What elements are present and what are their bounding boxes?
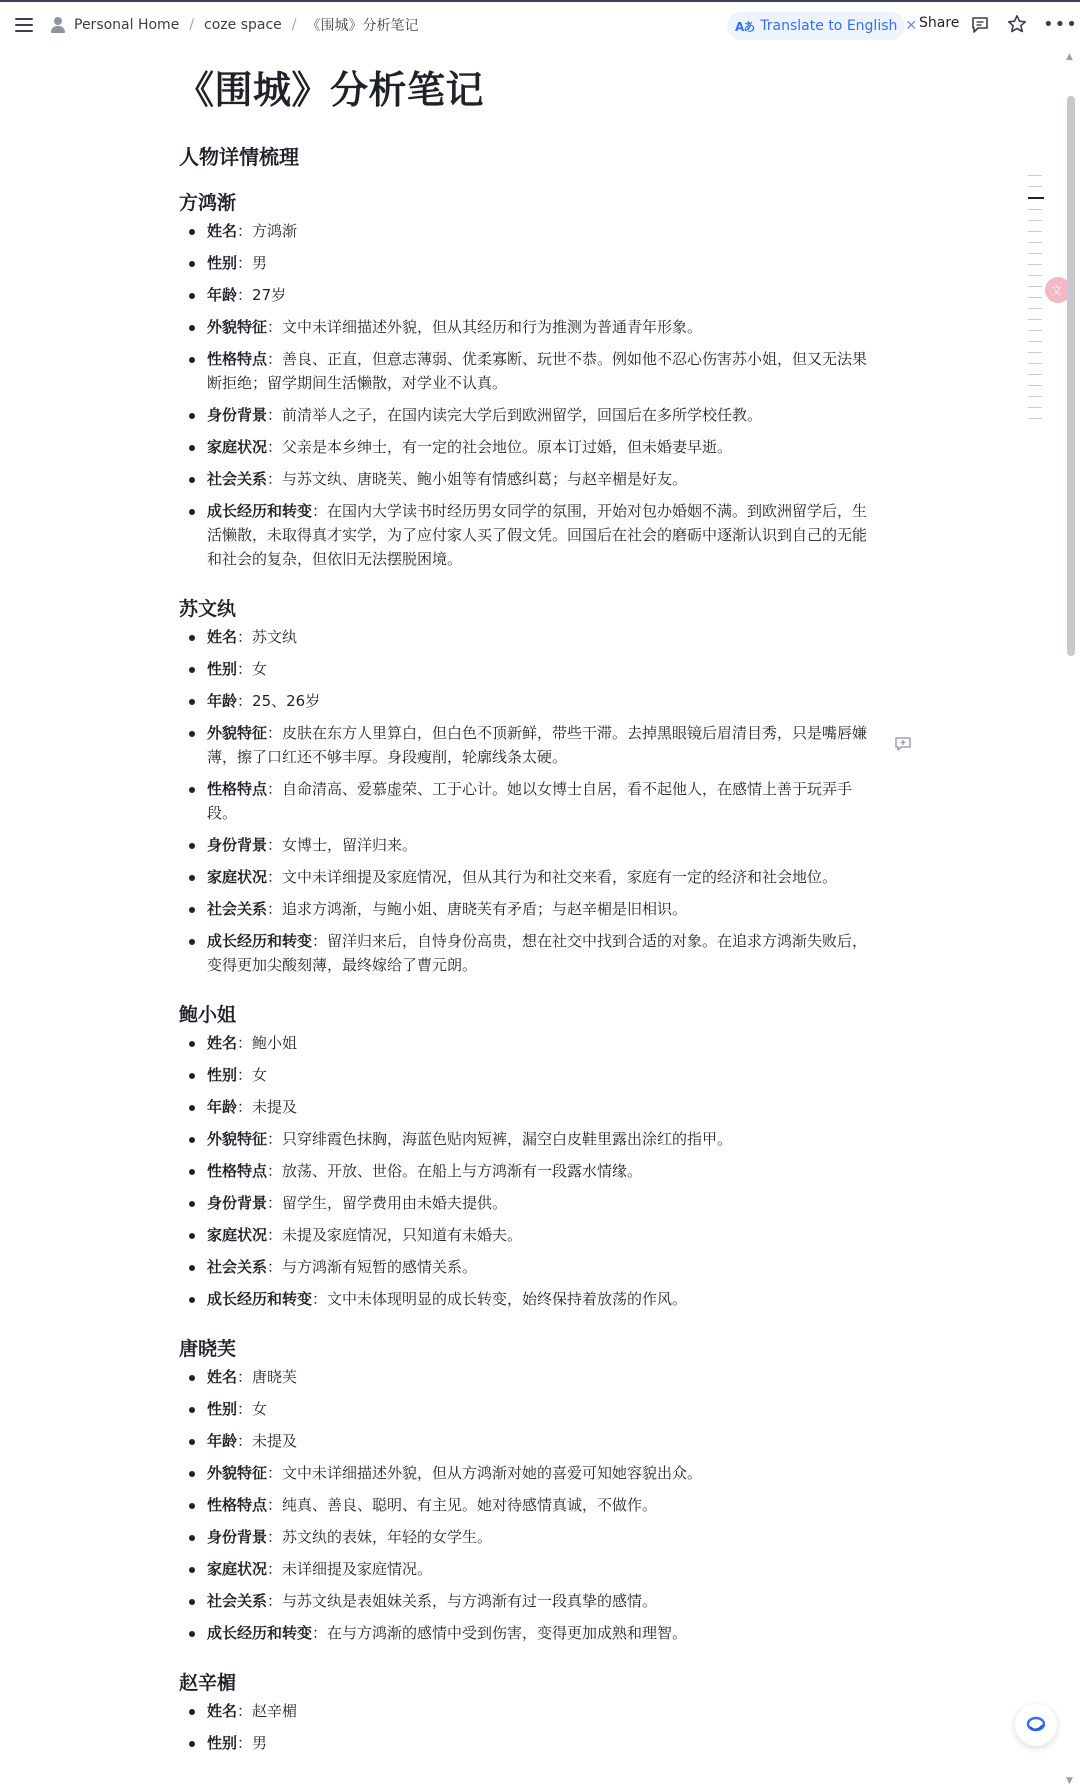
outline-tick[interactable] bbox=[1028, 385, 1042, 386]
list-item bbox=[179, 1525, 879, 1549]
character-list bbox=[179, 189, 879, 1755]
attribute-list bbox=[179, 1365, 879, 1645]
outline-tick[interactable] bbox=[1028, 352, 1042, 353]
outline-tick[interactable] bbox=[1028, 286, 1042, 287]
list-item bbox=[179, 833, 879, 857]
attribute-label: 身份背景 bbox=[207, 406, 268, 424]
translate-button[interactable] bbox=[727, 12, 918, 40]
attribute-value: 放荡、开放、世俗。在船上与方鸿渐有一段露水情缘。 bbox=[282, 1162, 643, 1180]
outline-tick[interactable] bbox=[1028, 209, 1042, 210]
attribute-label: 社会关系 bbox=[207, 900, 268, 918]
scroll-down-arrow-icon[interactable]: ▼ bbox=[1066, 1776, 1073, 1786]
attribute-label: 性格特点 bbox=[207, 350, 268, 368]
attribute-colon: ： bbox=[237, 1400, 253, 1418]
outline-tick[interactable] bbox=[1028, 220, 1042, 221]
attribute-value: 未详细提及家庭情况。 bbox=[282, 1560, 433, 1578]
outline-tick[interactable] bbox=[1028, 396, 1042, 397]
list-item bbox=[179, 499, 879, 571]
list-item bbox=[179, 403, 879, 427]
attribute-colon: ： bbox=[312, 1624, 328, 1642]
attribute-value: 未提及 bbox=[252, 1432, 298, 1450]
attribute-value: 女 bbox=[252, 1400, 268, 1418]
attribute-colon: ： bbox=[267, 1464, 283, 1482]
attribute-colon: ： bbox=[267, 1496, 283, 1514]
attribute-colon: ： bbox=[237, 1734, 253, 1752]
attribute-colon: ： bbox=[267, 318, 283, 336]
list-item bbox=[179, 1191, 879, 1215]
page-title: 《围城》分析笔记 bbox=[176, 68, 485, 112]
attribute-label: 外貌特征 bbox=[207, 1130, 268, 1148]
attribute-list bbox=[179, 1031, 879, 1311]
attribute-label: 姓名 bbox=[207, 628, 238, 646]
attribute-value: 女 bbox=[252, 660, 268, 678]
outline-tick[interactable] bbox=[1028, 297, 1042, 298]
attribute-value: 唐晓芙 bbox=[252, 1368, 298, 1386]
attribute-label: 外貌特征 bbox=[207, 1464, 268, 1482]
translate-label: Translate to English bbox=[760, 18, 898, 34]
attribute-colon: ： bbox=[267, 1258, 283, 1276]
attribute-colon: ： bbox=[267, 1162, 283, 1180]
list-item bbox=[179, 315, 879, 339]
attribute-label: 姓名 bbox=[207, 1034, 238, 1052]
ai-assistant-icon[interactable] bbox=[1015, 1704, 1057, 1746]
character-heading: 方鸿渐 bbox=[179, 192, 237, 214]
list-item bbox=[179, 219, 879, 243]
attribute-value: 只穿绯霞色抹胸，海蓝色贴肉短裤，漏空白皮鞋里露出涂红的指甲。 bbox=[282, 1130, 733, 1148]
attribute-colon: ： bbox=[267, 350, 283, 368]
outline-tick[interactable] bbox=[1028, 186, 1042, 187]
attribute-label: 社会关系 bbox=[207, 470, 268, 488]
attribute-value: 女博士，留洋归来。 bbox=[282, 836, 418, 854]
attribute-colon: ： bbox=[237, 1432, 253, 1450]
attribute-label: 成长经历和转变 bbox=[207, 932, 313, 950]
attribute-colon: ： bbox=[267, 1194, 283, 1212]
attribute-colon: ： bbox=[237, 628, 253, 646]
list-item bbox=[179, 1159, 879, 1183]
character-section bbox=[179, 595, 879, 977]
list-item bbox=[179, 251, 879, 275]
attribute-colon: ： bbox=[267, 1226, 283, 1244]
outline-tick[interactable] bbox=[1028, 275, 1042, 276]
scrollbar[interactable] bbox=[1067, 96, 1075, 656]
attribute-label: 身份背景 bbox=[207, 1528, 268, 1546]
outline-tick[interactable] bbox=[1028, 330, 1042, 331]
attribute-value: 苏文纨的表妹，年轻的女学生。 bbox=[282, 1528, 493, 1546]
attribute-colon: ： bbox=[267, 780, 283, 798]
attribute-value: 父亲是本乡绅士，有一定的社会地位。原本订过婚，但未婚妻早逝。 bbox=[282, 438, 733, 456]
list-item bbox=[179, 721, 879, 769]
list-item bbox=[179, 1557, 879, 1581]
attribute-label: 家庭状况 bbox=[207, 1226, 268, 1244]
list-item bbox=[179, 283, 879, 307]
list-item bbox=[179, 1365, 879, 1389]
attribute-colon: ： bbox=[237, 254, 253, 272]
attribute-list bbox=[179, 625, 879, 977]
list-item bbox=[179, 1255, 879, 1279]
attribute-colon: ： bbox=[237, 1034, 253, 1052]
attribute-value: 方鸿渐 bbox=[252, 222, 298, 240]
list-item bbox=[179, 1589, 879, 1613]
attribute-label: 成长经历和转变 bbox=[207, 1290, 313, 1308]
attribute-colon: ： bbox=[267, 836, 283, 854]
list-item bbox=[179, 657, 879, 681]
attribute-value: 与苏文纨、唐晓芙、鲍小姐等有情感纠葛；与赵辛楣是好友。 bbox=[282, 470, 688, 488]
attribute-colon: ： bbox=[267, 724, 283, 742]
attribute-label: 性别 bbox=[207, 254, 238, 272]
character-section bbox=[179, 1669, 879, 1755]
attribute-label: 年龄 bbox=[207, 1098, 238, 1116]
attribute-colon: ： bbox=[237, 1368, 253, 1386]
attribute-label: 姓名 bbox=[207, 222, 238, 240]
outline-tick[interactable] bbox=[1028, 308, 1042, 309]
attribute-value: 27岁 bbox=[252, 286, 287, 304]
outline-tick[interactable] bbox=[1028, 374, 1042, 375]
attribute-value: 追求方鸿渐，与鲍小姐、唐晓芙有矛盾；与赵辛楣是旧相识。 bbox=[282, 900, 688, 918]
character-heading: 唐晓芙 bbox=[179, 1338, 237, 1360]
attribute-value: 鲍小姐 bbox=[252, 1034, 298, 1052]
attribute-value: 未提及家庭情况，只知道有未婚夫。 bbox=[282, 1226, 523, 1244]
list-item bbox=[179, 777, 879, 825]
list-item bbox=[179, 467, 879, 491]
inline-comment-icon[interactable] bbox=[895, 737, 911, 751]
outline-tick[interactable] bbox=[1028, 242, 1042, 243]
attribute-colon: ： bbox=[267, 1592, 283, 1610]
attribute-value: 苏文纨 bbox=[252, 628, 298, 646]
outline-tick[interactable] bbox=[1028, 231, 1042, 232]
outline-tick[interactable] bbox=[1028, 341, 1042, 342]
attribute-value: 文中未详细描述外貌，但从方鸿渐对她的喜爱可知她容貌出众。 bbox=[282, 1464, 703, 1482]
list-item bbox=[179, 865, 879, 889]
attribute-value: 文中未体现明显的成长转变，始终保持着放荡的作风。 bbox=[327, 1290, 688, 1308]
attribute-colon: ： bbox=[267, 406, 283, 424]
breadcrumb-current-doc[interactable]: 《围城》分析笔记 bbox=[306, 18, 419, 34]
attribute-value: 自命清高、爱慕虚荣、工于心计。她以女博士自居，看不起他人，在感情上善于玩弄手段。 bbox=[207, 780, 853, 822]
outline-tick[interactable] bbox=[1028, 253, 1042, 254]
star-icon[interactable] bbox=[1007, 14, 1027, 34]
attribute-colon: ： bbox=[237, 660, 253, 678]
attribute-value: 与方鸿渐有短暂的感情关系。 bbox=[282, 1258, 478, 1276]
breadcrumb-coze-space[interactable]: coze space bbox=[204, 17, 282, 33]
attribute-list bbox=[179, 1699, 879, 1755]
list-item bbox=[179, 1095, 879, 1119]
character-heading: 鲍小姐 bbox=[179, 1004, 237, 1026]
attribute-label: 性格特点 bbox=[207, 1162, 268, 1180]
outline-tick[interactable] bbox=[1028, 319, 1042, 320]
list-item bbox=[179, 347, 879, 395]
document-body bbox=[176, 48, 879, 1763]
attribute-label: 性别 bbox=[207, 1734, 238, 1752]
top-bar bbox=[0, 0, 1080, 48]
attribute-colon: ： bbox=[237, 692, 253, 710]
attribute-label: 年龄 bbox=[207, 1432, 238, 1450]
attribute-label: 身份背景 bbox=[207, 1194, 268, 1212]
outline-tick[interactable] bbox=[1028, 264, 1042, 265]
attribute-value: 文中未详细提及家庭情况，但从其行为和社交来看，家庭有一定的经济和社会地位。 bbox=[282, 868, 838, 886]
list-item bbox=[179, 625, 879, 649]
attribute-label: 社会关系 bbox=[207, 1258, 268, 1276]
attribute-colon: ： bbox=[267, 438, 283, 456]
attribute-label: 姓名 bbox=[207, 1368, 238, 1386]
attribute-colon: ： bbox=[312, 502, 328, 520]
breadcrumb bbox=[50, 15, 419, 35]
attribute-value: 留洋归来后，自恃身份高贵，想在社交中找到合适的对象。在追求方鸿渐失败后，变得更加尖酸刻薄，最终嫁给了曹元朗。 bbox=[207, 932, 868, 974]
list-item bbox=[179, 929, 879, 977]
attribute-label: 社会关系 bbox=[207, 1592, 268, 1610]
attribute-label: 家庭状况 bbox=[207, 1560, 268, 1578]
attribute-colon: ： bbox=[267, 868, 283, 886]
outline-tick[interactable] bbox=[1028, 363, 1042, 364]
attribute-value: 文中未详细描述外貌，但从其经历和行为推测为普通青年形象。 bbox=[282, 318, 703, 336]
share-button[interactable]: Share bbox=[919, 15, 960, 31]
list-item bbox=[179, 1031, 879, 1055]
attribute-colon: ： bbox=[312, 1290, 328, 1308]
character-heading: 苏文纨 bbox=[179, 598, 237, 620]
attribute-label: 外貌特征 bbox=[207, 318, 268, 336]
list-item bbox=[179, 1731, 879, 1755]
scroll-up-arrow-icon[interactable]: ▲ bbox=[1066, 52, 1073, 62]
list-item bbox=[179, 1063, 879, 1087]
list-item bbox=[179, 1621, 879, 1645]
attribute-value: 与苏文纨是表姐妹关系，与方鸿渐有过一段真挚的感情。 bbox=[282, 1592, 658, 1610]
svg-text:文: 文 bbox=[1051, 284, 1062, 297]
list-item bbox=[179, 1287, 879, 1311]
breadcrumb-personal-home[interactable]: Personal Home bbox=[74, 17, 180, 33]
attribute-value: 男 bbox=[252, 254, 268, 272]
attribute-label: 性别 bbox=[207, 1066, 238, 1084]
comment-icon[interactable] bbox=[971, 16, 989, 34]
attribute-colon: ： bbox=[267, 470, 283, 488]
attribute-label: 年龄 bbox=[207, 286, 238, 304]
attribute-value: 未提及 bbox=[252, 1098, 298, 1116]
attribute-value: 男 bbox=[252, 1734, 268, 1752]
attribute-colon: ： bbox=[237, 1066, 253, 1084]
character-section bbox=[179, 1001, 879, 1311]
attribute-value: 留学生，留学费用由未婚夫提供。 bbox=[282, 1194, 508, 1212]
list-item bbox=[179, 1397, 879, 1421]
list-item bbox=[179, 689, 879, 713]
translate-icon: Aあ bbox=[735, 19, 755, 34]
attribute-label: 性格特点 bbox=[207, 1496, 268, 1514]
attribute-label: 成长经历和转变 bbox=[207, 502, 313, 520]
attribute-colon: ： bbox=[312, 932, 328, 950]
attribute-value: 在国内大学读书时经历男女同学的氛围，开始对包办婚姻不满。到欧洲留学后，生活懒散，未取得真才实学，为了应付家人买了假文凭。回国后在社会的磨砺中逐渐认识到自己的无能和社会的复杂，但依旧无法摆脱困境。 bbox=[207, 502, 868, 568]
list-item bbox=[179, 1429, 879, 1453]
attribute-list bbox=[179, 219, 879, 571]
list-item bbox=[179, 1699, 879, 1723]
attribute-label: 外貌特征 bbox=[207, 724, 268, 742]
list-item bbox=[179, 1223, 879, 1247]
character-section bbox=[179, 189, 879, 571]
person-icon bbox=[50, 16, 66, 34]
menu-icon[interactable] bbox=[13, 14, 35, 36]
character-heading: 赵辛楣 bbox=[179, 1672, 237, 1694]
list-item bbox=[179, 1493, 879, 1517]
attribute-label: 家庭状况 bbox=[207, 868, 268, 886]
close-icon[interactable]: ✕ bbox=[905, 18, 918, 34]
attribute-value: 赵辛楣 bbox=[252, 1702, 298, 1720]
attribute-label: 性别 bbox=[207, 660, 238, 678]
list-item bbox=[179, 435, 879, 459]
breadcrumb-separator: / bbox=[291, 17, 297, 33]
breadcrumb-separator: / bbox=[189, 17, 195, 33]
outline-tick[interactable] bbox=[1028, 175, 1042, 176]
attribute-colon: ： bbox=[237, 1702, 253, 1720]
attribute-colon: ： bbox=[267, 1130, 283, 1148]
attribute-colon: ： bbox=[237, 222, 253, 240]
more-icon[interactable]: ••• bbox=[1043, 14, 1078, 35]
attribute-colon: ： bbox=[237, 286, 253, 304]
outline-minimap[interactable] bbox=[1028, 175, 1046, 429]
attribute-label: 家庭状况 bbox=[207, 438, 268, 456]
list-item bbox=[179, 1461, 879, 1485]
attribute-label: 性别 bbox=[207, 1400, 238, 1418]
section-heading: 人物详情梳理 bbox=[179, 145, 299, 169]
attribute-label: 身份背景 bbox=[207, 836, 268, 854]
attribute-colon: ： bbox=[267, 1560, 283, 1578]
attribute-value: 女 bbox=[252, 1066, 268, 1084]
attribute-value: 前清举人之子，在国内读完大学后到欧洲留学，回国后在多所学校任教。 bbox=[282, 406, 763, 424]
list-item bbox=[179, 897, 879, 921]
attribute-value: 皮肤在东方人里算白，但白色不顶新鲜，带些干滞。去掉黑眼镜后眉清目秀，只是嘴唇嫌薄，擦了口红还不够丰厚。身段瘦削，轮廓线条太硬。 bbox=[207, 724, 868, 766]
attribute-colon: ： bbox=[267, 900, 283, 918]
list-item bbox=[179, 1127, 879, 1151]
attribute-value: 25、26岁 bbox=[252, 692, 321, 710]
outline-tick[interactable] bbox=[1028, 407, 1042, 408]
attribute-label: 成长经历和转变 bbox=[207, 1624, 313, 1642]
outline-tick[interactable] bbox=[1028, 418, 1042, 419]
attribute-label: 年龄 bbox=[207, 692, 238, 710]
attribute-label: 姓名 bbox=[207, 1702, 238, 1720]
outline-tick[interactable] bbox=[1028, 197, 1044, 199]
attribute-value: 善良、正直，但意志薄弱、优柔寡断、玩世不恭。例如他不忍心伤害苏小姐，但又无法果断拒绝；留学期间生活懒散，对学业不认真。 bbox=[207, 350, 868, 392]
attribute-colon: ： bbox=[237, 1098, 253, 1116]
attribute-value: 纯真、善良、聪明、有主见。她对待感情真诚，不做作。 bbox=[282, 1496, 658, 1514]
character-section bbox=[179, 1335, 879, 1645]
attribute-value: 在与方鸿渐的感情中受到伤害，变得更加成熟和理智。 bbox=[327, 1624, 688, 1642]
attribute-colon: ： bbox=[267, 1528, 283, 1546]
attribute-label: 性格特点 bbox=[207, 780, 268, 798]
